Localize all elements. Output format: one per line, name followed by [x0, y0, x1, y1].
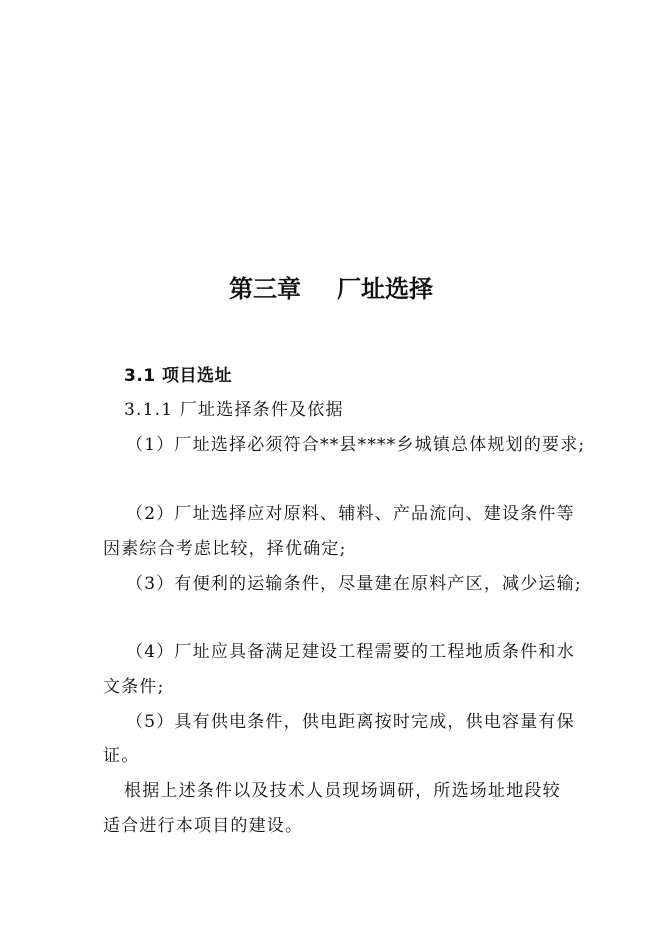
conclusion-line-2: 适合进行本项目的建设。: [103, 816, 304, 836]
chapter-number: 第三章: [229, 275, 301, 303]
item-3-line-1: （3）有便利的运输条件，尽量建在原料产区，减少运输;: [126, 574, 582, 594]
item-1-line-1: （1）厂址选择必须符合**县****乡城镇总体规划的要求;: [126, 435, 586, 455]
conclusion-line-1: 根据上述条件以及技术人员现场调研，所选场址地段较: [124, 781, 561, 801]
section-heading: 3.1 项目选址: [124, 366, 233, 386]
item-5-line-1: （5）具有供电条件，供电距离按时完成，供电容量有保: [126, 712, 575, 732]
subsection-heading: 3.1.1 厂址选择条件及依据: [124, 400, 344, 420]
item-2-line-1: （2）厂址选择应对原料、辅料、产品流向、建设条件等: [126, 504, 575, 524]
chapter-name: 厂址选择: [337, 275, 433, 303]
item-4-line-2: 文条件;: [103, 677, 165, 697]
item-4-line-1: （4）厂址应具备满足建设工程需要的工程地质条件和水: [126, 642, 575, 662]
item-5-line-2: 证。: [103, 746, 140, 766]
chapter-title: [0, 271, 662, 307]
item-2-line-2: 因素综合考虑比较，择优确定;: [103, 539, 347, 559]
